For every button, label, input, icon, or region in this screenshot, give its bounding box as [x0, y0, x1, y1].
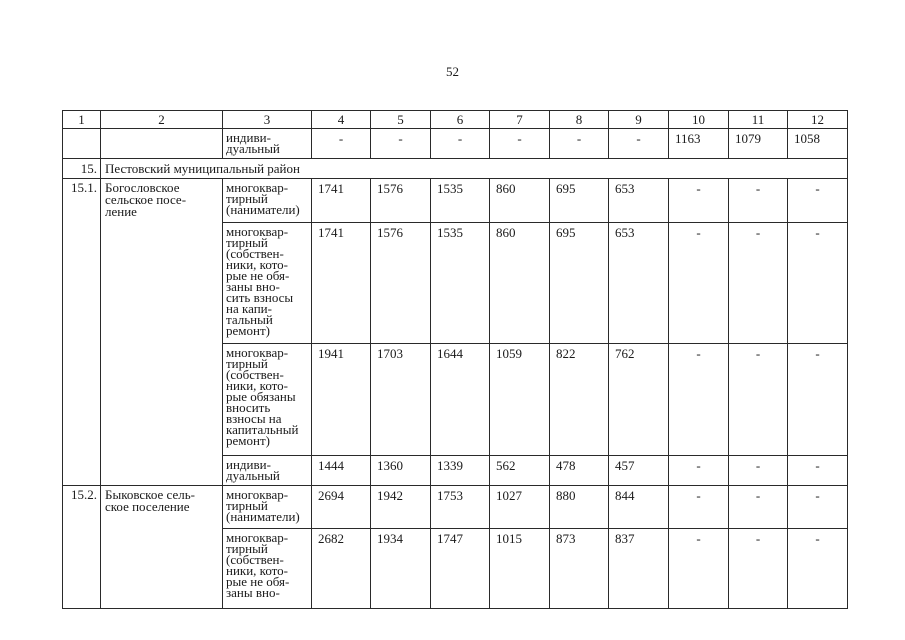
section-number: 15.	[63, 159, 101, 179]
settlement-name	[101, 179, 223, 486]
column-header: 9	[609, 111, 669, 129]
value-cell: -	[788, 529, 848, 609]
housing-type-line: ники, кото-	[226, 257, 289, 272]
value-cell: -	[609, 129, 669, 159]
housing-type-line: дуальный	[226, 468, 280, 483]
value-cell: -	[788, 223, 848, 344]
value-cell: -	[669, 179, 729, 223]
housing-type-line: тальный	[226, 312, 273, 327]
settlement-name-line: Богословское	[105, 180, 180, 195]
value-cell: -	[490, 129, 550, 159]
housing-type-line: тирный	[226, 541, 268, 556]
housing-type-line: сить взносы	[226, 290, 294, 305]
value-cell: -	[669, 529, 729, 609]
value-cell: -	[431, 129, 490, 159]
row-number: 15.2.	[63, 486, 101, 609]
value-cell: 1059	[490, 344, 550, 456]
value-cell: 860	[490, 223, 550, 344]
value-cell: 1027	[490, 486, 550, 529]
value-cell: 822	[550, 344, 609, 456]
value-cell: -	[788, 179, 848, 223]
value-cell: 762	[609, 344, 669, 456]
housing-type-line: ники, кото-	[226, 563, 289, 578]
column-header: 10	[669, 111, 729, 129]
value-cell: 1339	[431, 456, 490, 486]
column-header: 1	[63, 111, 101, 129]
housing-type-line: тирный	[226, 191, 268, 206]
value-cell: -	[729, 529, 788, 609]
column-header: 12	[788, 111, 848, 129]
value-cell: 837	[609, 529, 669, 609]
value-cell: 1747	[431, 529, 490, 609]
row-number: 15.1.	[63, 179, 101, 486]
housing-type-line: индиви-	[226, 130, 271, 145]
column-header: 6	[431, 111, 490, 129]
value-cell: -	[669, 486, 729, 529]
column-header: 4	[312, 111, 371, 129]
value-cell: 2682	[312, 529, 371, 609]
value-cell: -	[371, 129, 431, 159]
value-cell: 1015	[490, 529, 550, 609]
value-cell: 1079	[729, 129, 788, 159]
value-cell: 1058	[788, 129, 848, 159]
value-cell: 873	[550, 529, 609, 609]
value-cell: -	[729, 223, 788, 344]
value-cell: 1576	[371, 223, 431, 344]
settlement-name-line: ление	[105, 204, 137, 219]
settlement-name-line: сельское посе-	[105, 192, 187, 207]
value-cell: 695	[550, 179, 609, 223]
housing-type	[223, 456, 312, 486]
value-cell: 1163	[669, 129, 729, 159]
housing-type-line: тирный	[226, 356, 268, 371]
column-header: 8	[550, 111, 609, 129]
column-header: 7	[490, 111, 550, 129]
value-cell: -	[729, 486, 788, 529]
housing-type-line: ники, кото-	[226, 378, 289, 393]
housing-type-line: (наниматели)	[226, 202, 300, 217]
column-header: 5	[371, 111, 431, 129]
housing-type-line: тирный	[226, 235, 268, 250]
housing-type-line: вносить	[226, 400, 271, 415]
section-row	[63, 159, 848, 179]
housing-type-line: многоквар-	[226, 530, 289, 545]
settlement-name	[101, 486, 223, 609]
value-cell: 1934	[371, 529, 431, 609]
column-header: 2	[101, 111, 223, 129]
housing-type	[223, 529, 312, 609]
housing-type	[223, 344, 312, 456]
housing-type-line: многоквар-	[226, 224, 289, 239]
housing-type-line: многоквар-	[226, 487, 289, 502]
value-cell: 1941	[312, 344, 371, 456]
header-row	[63, 111, 848, 129]
table-row	[63, 179, 848, 223]
value-cell: 1741	[312, 179, 371, 223]
housing-type-line: ремонт)	[226, 433, 270, 448]
value-cell: 1741	[312, 223, 371, 344]
housing-type-line: многоквар-	[226, 345, 289, 360]
housing-type-line: (собствен-	[226, 367, 284, 382]
housing-type-line: рые не обя-	[226, 268, 290, 283]
page-number: 52	[446, 64, 459, 79]
housing-type-line: ремонт)	[226, 323, 270, 338]
value-cell: 844	[609, 486, 669, 529]
housing-type	[223, 179, 312, 223]
table-row	[63, 129, 848, 159]
value-cell: -	[729, 179, 788, 223]
settlement-name-line: ское поселение	[105, 499, 190, 514]
housing-type	[223, 486, 312, 529]
value-cell: 1535	[431, 223, 490, 344]
value-cell: 860	[490, 179, 550, 223]
value-cell: -	[788, 344, 848, 456]
value-cell: 1360	[371, 456, 431, 486]
value-cell: 1576	[371, 179, 431, 223]
housing-type-line: рые не обя-	[226, 574, 290, 589]
value-cell: -	[669, 456, 729, 486]
value-cell: 653	[609, 179, 669, 223]
value-cell: 1444	[312, 456, 371, 486]
value-cell: 562	[490, 456, 550, 486]
value-cell: -	[788, 456, 848, 486]
housing-type-line: заны вно-	[226, 585, 280, 600]
value-cell: -	[669, 223, 729, 344]
housing-type-line: тирный	[226, 498, 268, 513]
value-cell: -	[788, 486, 848, 529]
housing-type-line: (собствен-	[226, 246, 284, 261]
housing-type	[223, 223, 312, 344]
value-cell: 2694	[312, 486, 371, 529]
value-cell: 1703	[371, 344, 431, 456]
housing-type-line: заны вно-	[226, 279, 280, 294]
value-cell: -	[729, 456, 788, 486]
value-cell: 457	[609, 456, 669, 486]
housing-type-line: индиви-	[226, 457, 271, 472]
value-cell: -	[669, 344, 729, 456]
section-title: Пестовский муниципальный район	[101, 159, 848, 179]
housing-type-line: многоквар-	[226, 180, 289, 195]
column-header: 11	[729, 111, 788, 129]
row-number	[63, 129, 101, 159]
value-cell: 1535	[431, 179, 490, 223]
housing-type-line: взносы на	[226, 411, 282, 426]
value-cell: 653	[609, 223, 669, 344]
value-cell: -	[729, 344, 788, 456]
housing-type-line: капитальный	[226, 422, 299, 437]
housing-type-line: рые обязаны	[226, 389, 296, 404]
value-cell: -	[550, 129, 609, 159]
tariff-table	[62, 110, 848, 609]
column-header: 3	[223, 111, 312, 129]
value-cell: 478	[550, 456, 609, 486]
table-row	[63, 486, 848, 529]
housing-type-line: (собствен-	[226, 552, 284, 567]
value-cell: 1942	[371, 486, 431, 529]
value-cell: 1644	[431, 344, 490, 456]
housing-type-line: на капи-	[226, 301, 272, 316]
housing-type	[223, 129, 312, 159]
value-cell: 695	[550, 223, 609, 344]
settlement-name-line: Быковское сель-	[105, 487, 195, 502]
value-cell: 880	[550, 486, 609, 529]
housing-type-line: дуальный	[226, 141, 280, 156]
value-cell: -	[312, 129, 371, 159]
value-cell: 1753	[431, 486, 490, 529]
housing-type-line: (наниматели)	[226, 509, 300, 524]
settlement-name	[101, 129, 223, 159]
